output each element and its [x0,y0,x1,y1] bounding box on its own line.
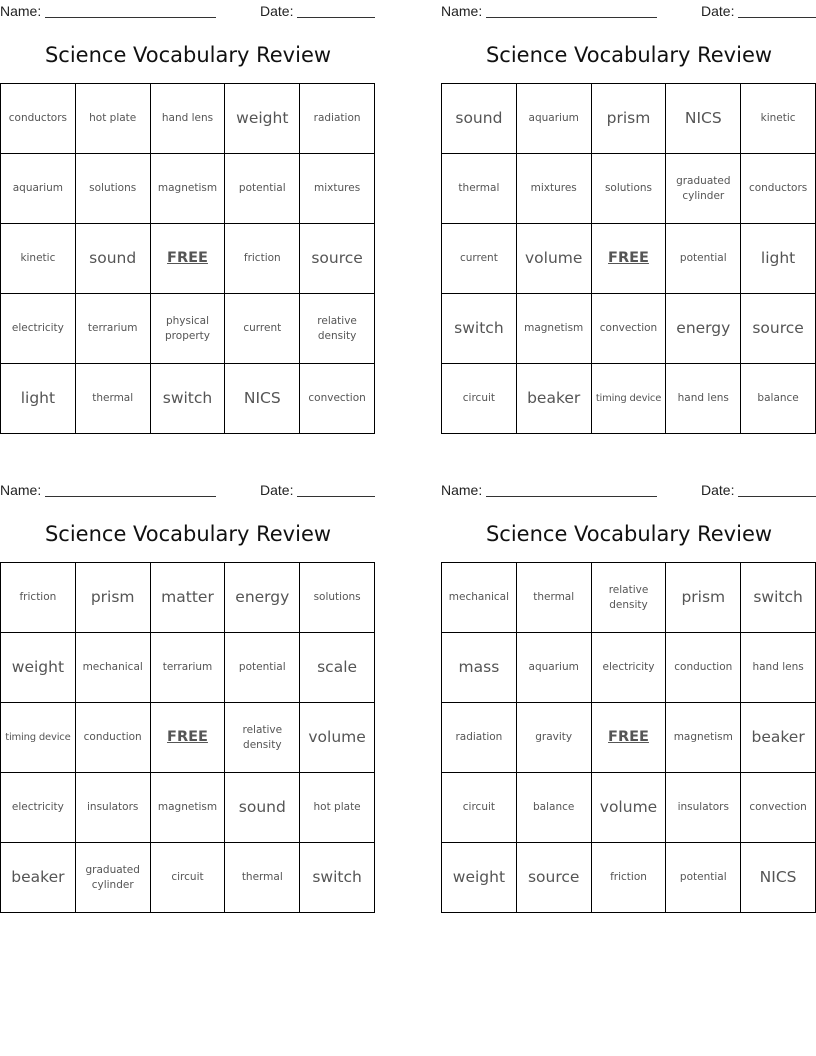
bingo-cell: friction [225,224,300,294]
bingo-cell: graduated cylinder [76,843,151,913]
bingo-cell: gravity [517,703,592,773]
bingo-cell: NICS [741,843,816,913]
bingo-cell: convection [592,294,667,364]
bingo-cell: sound [225,773,300,843]
card-header [441,481,816,499]
bingo-cell: convection [300,364,375,434]
bingo-cell: circuit [151,843,226,913]
bingo-cell: circuit [442,364,517,434]
name-blank [486,17,657,18]
bingo-cell: radiation [300,84,375,154]
bingo-cell: source [300,224,375,294]
bingo-cell: mixtures [517,154,592,224]
free-space: FREE [592,224,667,294]
bingo-cell: beaker [741,703,816,773]
bingo-cell: balance [741,364,816,434]
bingo-cell: magnetism [666,703,741,773]
card-title: Science Vocabulary Review [485,522,773,546]
name-blank [486,496,657,497]
bingo-cell: magnetism [151,773,226,843]
date-blank [738,496,816,497]
bingo-cell: insulators [76,773,151,843]
bingo-cell: beaker [1,843,76,913]
bingo-cell: conduction [76,703,151,773]
bingo-cell: energy [225,563,300,633]
bingo-cell: weight [442,843,517,913]
bingo-cell: prism [666,563,741,633]
bingo-cell: potential [225,154,300,224]
bingo-card-3 [0,479,376,915]
bingo-cell: switch [300,843,375,913]
bingo-cell: matter [151,563,226,633]
bingo-cell: weight [1,633,76,703]
name-blank [45,17,216,18]
date-label: Date: [701,482,735,498]
bingo-card-2 [441,0,816,436]
bingo-cell: mixtures [300,154,375,224]
date-blank [297,17,375,18]
bingo-grid [0,562,375,913]
bingo-cell: hot plate [76,84,151,154]
name-label: Name: [441,482,483,498]
bingo-cell: scale [300,633,375,703]
date-blank [738,17,816,18]
bingo-cell: thermal [225,843,300,913]
bingo-cell: magnetism [517,294,592,364]
bingo-cell: current [225,294,300,364]
bingo-cell: timing device [1,703,76,773]
bingo-grid [441,562,816,913]
bingo-cell: electricity [592,633,667,703]
bingo-cell: magnetism [151,154,226,224]
card-header [0,481,376,499]
name-label: Name: [0,3,42,19]
bingo-cell: relative density [225,703,300,773]
card-header [0,2,376,20]
bingo-cell: mechanical [442,563,517,633]
bingo-cell: conductors [741,154,816,224]
bingo-cell: switch [741,563,816,633]
bingo-cell: mechanical [76,633,151,703]
name-blank [45,496,216,497]
bingo-cell: aquarium [1,154,76,224]
card-header [441,2,816,20]
date-label: Date: [260,482,294,498]
bingo-cell: friction [1,563,76,633]
bingo-cell: hand lens [151,84,226,154]
bingo-cell: balance [517,773,592,843]
bingo-cell: kinetic [1,224,76,294]
bingo-card-4 [441,479,816,915]
bingo-cell: volume [300,703,375,773]
card-title: Science Vocabulary Review [485,43,773,67]
name-label: Name: [0,482,42,498]
bingo-cell: aquarium [517,84,592,154]
bingo-cell: solutions [76,154,151,224]
date-label: Date: [260,3,294,19]
bingo-cell: graduated cylinder [666,154,741,224]
bingo-cell: prism [76,563,151,633]
bingo-cell: source [741,294,816,364]
bingo-cell: light [1,364,76,434]
date-blank [297,496,375,497]
free-space: FREE [592,703,667,773]
bingo-cell: switch [442,294,517,364]
bingo-grid [0,83,375,434]
bingo-cell: potential [225,633,300,703]
bingo-cell: hand lens [666,364,741,434]
bingo-cell: physical property [151,294,226,364]
bingo-cell: electricity [1,773,76,843]
bingo-grid [441,83,816,434]
bingo-cell: potential [666,843,741,913]
bingo-cell: current [442,224,517,294]
bingo-cell: NICS [666,84,741,154]
card-title: Science Vocabulary Review [44,43,332,67]
name-label: Name: [441,3,483,19]
bingo-cell: kinetic [741,84,816,154]
bingo-cell: terrarium [151,633,226,703]
bingo-card-1 [0,0,376,436]
bingo-cell: insulators [666,773,741,843]
bingo-cell: hand lens [741,633,816,703]
card-title: Science Vocabulary Review [44,522,332,546]
bingo-cell: energy [666,294,741,364]
bingo-cell: volume [592,773,667,843]
free-space: FREE [151,703,226,773]
bingo-cell: terrarium [76,294,151,364]
bingo-cell: thermal [517,563,592,633]
bingo-cell: conduction [666,633,741,703]
bingo-cell: light [741,224,816,294]
date-label: Date: [701,3,735,19]
bingo-cell: hot plate [300,773,375,843]
bingo-cell: friction [592,843,667,913]
bingo-cell: mass [442,633,517,703]
bingo-cell: solutions [300,563,375,633]
bingo-cell: timing device [592,364,667,434]
bingo-cell: radiation [442,703,517,773]
bingo-cell: NICS [225,364,300,434]
bingo-cell: thermal [76,364,151,434]
bingo-cell: sound [442,84,517,154]
bingo-cell: volume [517,224,592,294]
bingo-cell: solutions [592,154,667,224]
bingo-cell: circuit [442,773,517,843]
bingo-cell: thermal [442,154,517,224]
bingo-cell: weight [225,84,300,154]
bingo-cell: electricity [1,294,76,364]
bingo-cell: aquarium [517,633,592,703]
bingo-cell: convection [741,773,816,843]
bingo-cell: source [517,843,592,913]
bingo-cell: beaker [517,364,592,434]
free-space: FREE [151,224,226,294]
bingo-cell: prism [592,84,667,154]
bingo-cell: potential [666,224,741,294]
bingo-cell: relative density [592,563,667,633]
bingo-cell: conductors [1,84,76,154]
bingo-cell: switch [151,364,226,434]
bingo-cell: relative density [300,294,375,364]
bingo-cell: sound [76,224,151,294]
